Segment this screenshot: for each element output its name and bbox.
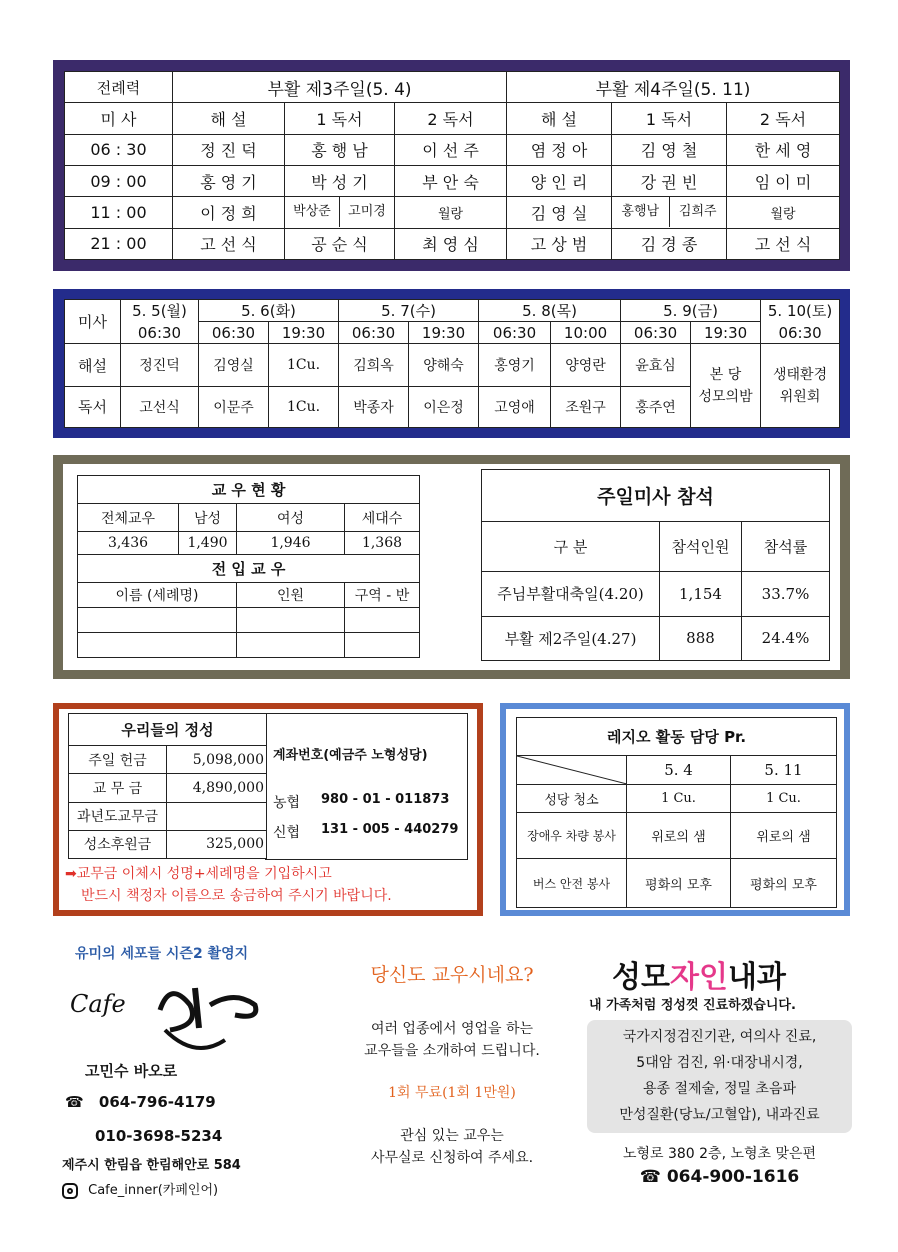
day-header: 5. 6(화) bbox=[199, 300, 339, 322]
clinic-service: 만성질환(당뇨/고혈압), 내과진료 bbox=[619, 1107, 820, 1123]
split-cell bbox=[285, 197, 395, 228]
empty-cell bbox=[237, 633, 345, 658]
offering-label: 과년도교무금 bbox=[69, 802, 167, 830]
name-cell: 윤효심 bbox=[621, 344, 691, 386]
w2-reading1-header: 1 독서 bbox=[612, 103, 727, 134]
cafe-tagline: 유미의 세포들 시즌2 촬영지 bbox=[75, 946, 249, 962]
name-cell: 홍영기 bbox=[479, 344, 551, 386]
table-row bbox=[65, 197, 840, 228]
offering-notice-1: ➡교무금 이체시 성명+세례명을 기입하시고 bbox=[65, 866, 332, 882]
commentary-label: 해설 bbox=[65, 344, 121, 386]
bank1-name: 농협 bbox=[273, 795, 301, 811]
offering-label: 교 무 금 bbox=[69, 774, 167, 802]
instagram-icon bbox=[62, 1183, 78, 1199]
clinic-name-part: 내과 bbox=[727, 960, 786, 995]
name-cell: 홍주연 bbox=[621, 386, 691, 427]
legio-title: 레지오 활동 담당 Pr. bbox=[517, 718, 837, 756]
legio-label: 버스 안전 봉사 bbox=[517, 859, 627, 908]
attendance-header: 구 분 bbox=[482, 522, 660, 571]
name-cell: 공 순 식 bbox=[285, 228, 395, 259]
liturgy-frame bbox=[53, 60, 850, 271]
phone-icon: ☎ bbox=[639, 1167, 661, 1187]
attendance-rate: 24.4% bbox=[742, 616, 830, 660]
bank2-name: 신협 bbox=[273, 825, 301, 841]
table-row bbox=[482, 571, 830, 616]
offering-amount: 4,890,000 bbox=[167, 774, 267, 802]
day-header: 5. 9(금) bbox=[621, 300, 761, 322]
status-header: 여성 bbox=[237, 504, 345, 532]
time-cell: 10:00 bbox=[551, 322, 621, 344]
promo-line2: 교우들을 소개하여 드립니다. bbox=[364, 1043, 540, 1059]
name-cell: 홍 행 남 bbox=[285, 134, 395, 165]
offering-amount: 325,000 bbox=[167, 830, 267, 858]
promo-block bbox=[322, 950, 582, 1180]
clinic-name-part: 자인 bbox=[669, 960, 728, 995]
phone-icon: ☎ bbox=[65, 1093, 84, 1111]
attendance-header: 참석률 bbox=[742, 522, 830, 571]
account-title: 계좌번호(예금주 노형성당) bbox=[273, 748, 428, 763]
week1-title: 부활 제3주일(5. 4) bbox=[173, 72, 507, 103]
clinic-name bbox=[612, 952, 786, 996]
day-header: 5. 5(월) bbox=[121, 300, 199, 322]
newcomer-header: 인원 bbox=[237, 583, 345, 608]
time-cell: 09 : 00 bbox=[65, 165, 173, 196]
day-header: 5. 8(목) bbox=[479, 300, 621, 322]
clinic-address: 노형로 380 2층, 노형초 맞은편 bbox=[622, 1146, 817, 1162]
status-frame bbox=[53, 455, 850, 679]
clinic-service: 5대암 검진, 위·대장내시경, bbox=[636, 1055, 803, 1071]
name-cell: 홍 영 기 bbox=[173, 165, 285, 196]
weekday-table bbox=[64, 299, 840, 428]
table-row bbox=[65, 165, 840, 196]
time-cell: 19:30 bbox=[691, 322, 761, 344]
table-row bbox=[517, 813, 837, 859]
offering-label: 성소후원금 bbox=[69, 830, 167, 858]
diagonal-cell bbox=[517, 756, 627, 785]
clinic-service: 국가지정검진기관, 여의사 진료, bbox=[622, 1029, 817, 1045]
bank1-number: 980 - 01 - 011873 bbox=[321, 792, 450, 807]
legio-date: 5. 4 bbox=[627, 756, 731, 785]
empty-cell bbox=[78, 608, 237, 633]
name-cell: 고 선 식 bbox=[727, 228, 840, 259]
name-cell: 김희옥 bbox=[339, 344, 409, 386]
legio-value: 평화의 모후 bbox=[731, 859, 837, 908]
newcomer-header: 이름 (세례명) bbox=[78, 583, 237, 608]
offering-amount: 5,098,000 bbox=[167, 746, 267, 774]
cafe-ad bbox=[60, 935, 320, 1205]
merged-line: 본 당 bbox=[709, 366, 742, 383]
name-cell: 최 영 심 bbox=[395, 228, 507, 259]
name-cell: 고영애 bbox=[479, 386, 551, 427]
name-cell: 양 인 리 bbox=[507, 165, 612, 196]
reading-label: 독서 bbox=[65, 386, 121, 427]
attendance-header: 참석인원 bbox=[660, 522, 742, 571]
attendance-label: 부활 제2주일(4.27) bbox=[482, 616, 660, 660]
account-box bbox=[265, 713, 468, 860]
attendance-table bbox=[481, 469, 830, 661]
time-cell: 19:30 bbox=[409, 322, 479, 344]
weekday-mass-label: 미사 bbox=[65, 300, 121, 344]
status-value: 3,436 bbox=[78, 532, 179, 555]
liturgy-table bbox=[64, 71, 840, 260]
split-cell bbox=[612, 197, 727, 228]
name-cell: 이문주 bbox=[199, 386, 269, 427]
name-cell: 임 이 미 bbox=[727, 165, 840, 196]
w1-reading1-header: 1 독서 bbox=[285, 103, 395, 134]
cafe-owner: 고민수 바오로 bbox=[85, 1062, 178, 1080]
cafe-instagram: Cafe_inner(카페인어) bbox=[88, 1183, 219, 1198]
time-cell: 06:30 bbox=[339, 322, 409, 344]
legio-date: 5. 11 bbox=[731, 756, 837, 785]
attendance-label: 주님부활대축일(4.20) bbox=[482, 571, 660, 616]
legio-frame bbox=[500, 703, 850, 916]
legio-value: 위로의 샘 bbox=[627, 813, 731, 859]
liturgy-header-label: 전례력 bbox=[65, 72, 173, 103]
name-cell: 박상준 bbox=[285, 197, 340, 227]
time-cell: 06:30 bbox=[621, 322, 691, 344]
time-cell: 11 : 00 bbox=[65, 197, 173, 228]
parish-status-title: 교 우 현 황 bbox=[78, 476, 420, 504]
name-cell: 1Cu. bbox=[269, 386, 339, 427]
name-cell: 고선식 bbox=[121, 386, 199, 427]
name-cell: 부 안 숙 bbox=[395, 165, 507, 196]
name-cell: 양영란 bbox=[551, 344, 621, 386]
time-cell: 06 : 30 bbox=[65, 134, 173, 165]
time-cell: 06:30 bbox=[761, 322, 840, 344]
time-cell: 06:30 bbox=[479, 322, 551, 344]
table-row bbox=[517, 859, 837, 908]
w2-commentary-header: 해 설 bbox=[507, 103, 612, 134]
name-cell: 박종자 bbox=[339, 386, 409, 427]
name-cell: 한 세 영 bbox=[727, 134, 840, 165]
legio-value: 1 Cu. bbox=[731, 785, 837, 813]
name-cell: 정진덕 bbox=[121, 344, 199, 386]
cafe-phone2: 010-3698-5234 bbox=[95, 1127, 223, 1145]
cafe-logo-text: Cafe bbox=[70, 990, 126, 1018]
attendance-count: 888 bbox=[660, 616, 742, 660]
name-cell: 김희주 bbox=[678, 204, 717, 220]
empty-cell bbox=[345, 608, 420, 633]
empty-cell bbox=[237, 608, 345, 633]
merged-cell-parish bbox=[691, 344, 761, 428]
w1-commentary-header: 해 설 bbox=[173, 103, 285, 134]
offering-frame bbox=[53, 703, 483, 916]
name-cell: 김 영 철 bbox=[612, 134, 727, 165]
offering-label: 주일 헌금 bbox=[69, 746, 167, 774]
clinic-phone: 064-900-1616 bbox=[666, 1167, 800, 1187]
empty-cell bbox=[345, 633, 420, 658]
name-cell: 박 성 기 bbox=[285, 165, 395, 196]
name-cell: 김영실 bbox=[199, 344, 269, 386]
newcomers-title: 전 입 교 우 bbox=[78, 555, 420, 583]
cafe-logo-brush bbox=[140, 970, 270, 1060]
legio-value: 평화의 모후 bbox=[627, 859, 731, 908]
attendance-rate: 33.7% bbox=[742, 571, 830, 616]
name-cell: 1Cu. bbox=[269, 344, 339, 386]
newcomer-header: 구역 - 반 bbox=[345, 583, 420, 608]
parish-status-table bbox=[77, 475, 420, 658]
time-cell: 06:30 bbox=[121, 322, 199, 344]
weekday-frame bbox=[53, 289, 850, 438]
status-value: 1,490 bbox=[179, 532, 237, 555]
name-cell: 이은정 bbox=[409, 386, 479, 427]
week2-title: 부활 제4주일(5. 11) bbox=[507, 72, 840, 103]
time-cell: 21 : 00 bbox=[65, 228, 173, 259]
legio-label: 장애우 차량 봉사 bbox=[517, 813, 627, 859]
name-cell: 월랑 bbox=[395, 197, 507, 228]
status-header: 세대수 bbox=[345, 504, 420, 532]
name-cell: 이 선 주 bbox=[395, 134, 507, 165]
clinic-ad bbox=[587, 950, 852, 1195]
clinic-services-box bbox=[587, 1020, 852, 1133]
name-cell: 염 정 아 bbox=[507, 134, 612, 165]
table-row bbox=[517, 785, 837, 813]
w2-reading2-header: 2 독서 bbox=[727, 103, 840, 134]
status-header: 남성 bbox=[179, 504, 237, 532]
name-cell: 고 선 식 bbox=[173, 228, 285, 259]
cafe-address: 제주시 한림읍 한림해안로 584 bbox=[62, 1158, 241, 1173]
name-cell: 고미경 bbox=[348, 204, 386, 220]
table-row bbox=[482, 616, 830, 660]
table-row bbox=[65, 134, 840, 165]
name-cell: 강 권 빈 bbox=[612, 165, 727, 196]
promo-price: 1회 무료(1회 1만원) bbox=[388, 1085, 516, 1101]
legio-table bbox=[516, 717, 837, 908]
promo-line4: 사무실로 신청하여 주세요. bbox=[370, 1150, 534, 1166]
attendance-count: 1,154 bbox=[660, 571, 742, 616]
cafe-logo bbox=[70, 970, 270, 1060]
promo-title: 당신도 교우시네요? bbox=[370, 964, 534, 986]
table-row bbox=[65, 228, 840, 259]
clinic-slogan: 내 가족처럼 정성껏 진료하겠습니다. bbox=[589, 998, 796, 1013]
status-header: 전체교우 bbox=[78, 504, 179, 532]
offering-amount bbox=[167, 802, 267, 830]
status-value: 1,946 bbox=[237, 532, 345, 555]
name-cell: 고 상 범 bbox=[507, 228, 612, 259]
name-cell: 김 영 실 bbox=[507, 197, 612, 228]
promo-line1: 여러 업종에서 영업을 하는 bbox=[370, 1021, 534, 1037]
empty-cell bbox=[78, 633, 237, 658]
time-cell: 19:30 bbox=[269, 322, 339, 344]
mass-label: 미 사 bbox=[65, 103, 173, 134]
name-cell: 월랑 bbox=[727, 197, 840, 228]
time-cell: 06:30 bbox=[199, 322, 269, 344]
w1-reading2-header: 2 독서 bbox=[395, 103, 507, 134]
legio-value: 위로의 샘 bbox=[731, 813, 837, 859]
day-header: 5. 7(수) bbox=[339, 300, 479, 322]
merged-line: 생태환경 bbox=[773, 366, 828, 383]
merged-cell-eco bbox=[761, 344, 840, 428]
merged-line: 성모의밤 bbox=[698, 388, 753, 405]
bank2-number: 131 - 005 - 440279 bbox=[321, 822, 459, 837]
status-value: 1,368 bbox=[345, 532, 420, 555]
merged-line: 위원회 bbox=[779, 388, 821, 405]
cafe-phone1: 064-796-4179 bbox=[98, 1093, 216, 1111]
legio-label: 성당 청소 bbox=[517, 785, 627, 813]
clinic-name-part: 성모 bbox=[612, 960, 670, 995]
diagonal-line bbox=[517, 756, 627, 784]
name-cell: 양해숙 bbox=[409, 344, 479, 386]
offering-title: 우리들의 정성 bbox=[69, 714, 267, 746]
offering-table bbox=[68, 713, 267, 859]
name-cell: 이 정 희 bbox=[173, 197, 285, 228]
name-cell: 홍행남 bbox=[612, 197, 670, 227]
name-cell: 조원구 bbox=[551, 386, 621, 427]
offering-notice-2: 반드시 책정자 이름으로 송금하여 주시기 바랍니다. bbox=[81, 888, 392, 904]
clinic-service: 용종 절제술, 정밀 초음파 bbox=[642, 1081, 797, 1097]
promo-line3: 관심 있는 교우는 bbox=[400, 1128, 504, 1144]
name-cell: 정 진 덕 bbox=[173, 134, 285, 165]
legio-value: 1 Cu. bbox=[627, 785, 731, 813]
attendance-title: 주일미사 참석 bbox=[482, 470, 830, 522]
name-cell: 김 경 종 bbox=[612, 228, 727, 259]
day-header: 5. 10(토) bbox=[761, 300, 840, 322]
